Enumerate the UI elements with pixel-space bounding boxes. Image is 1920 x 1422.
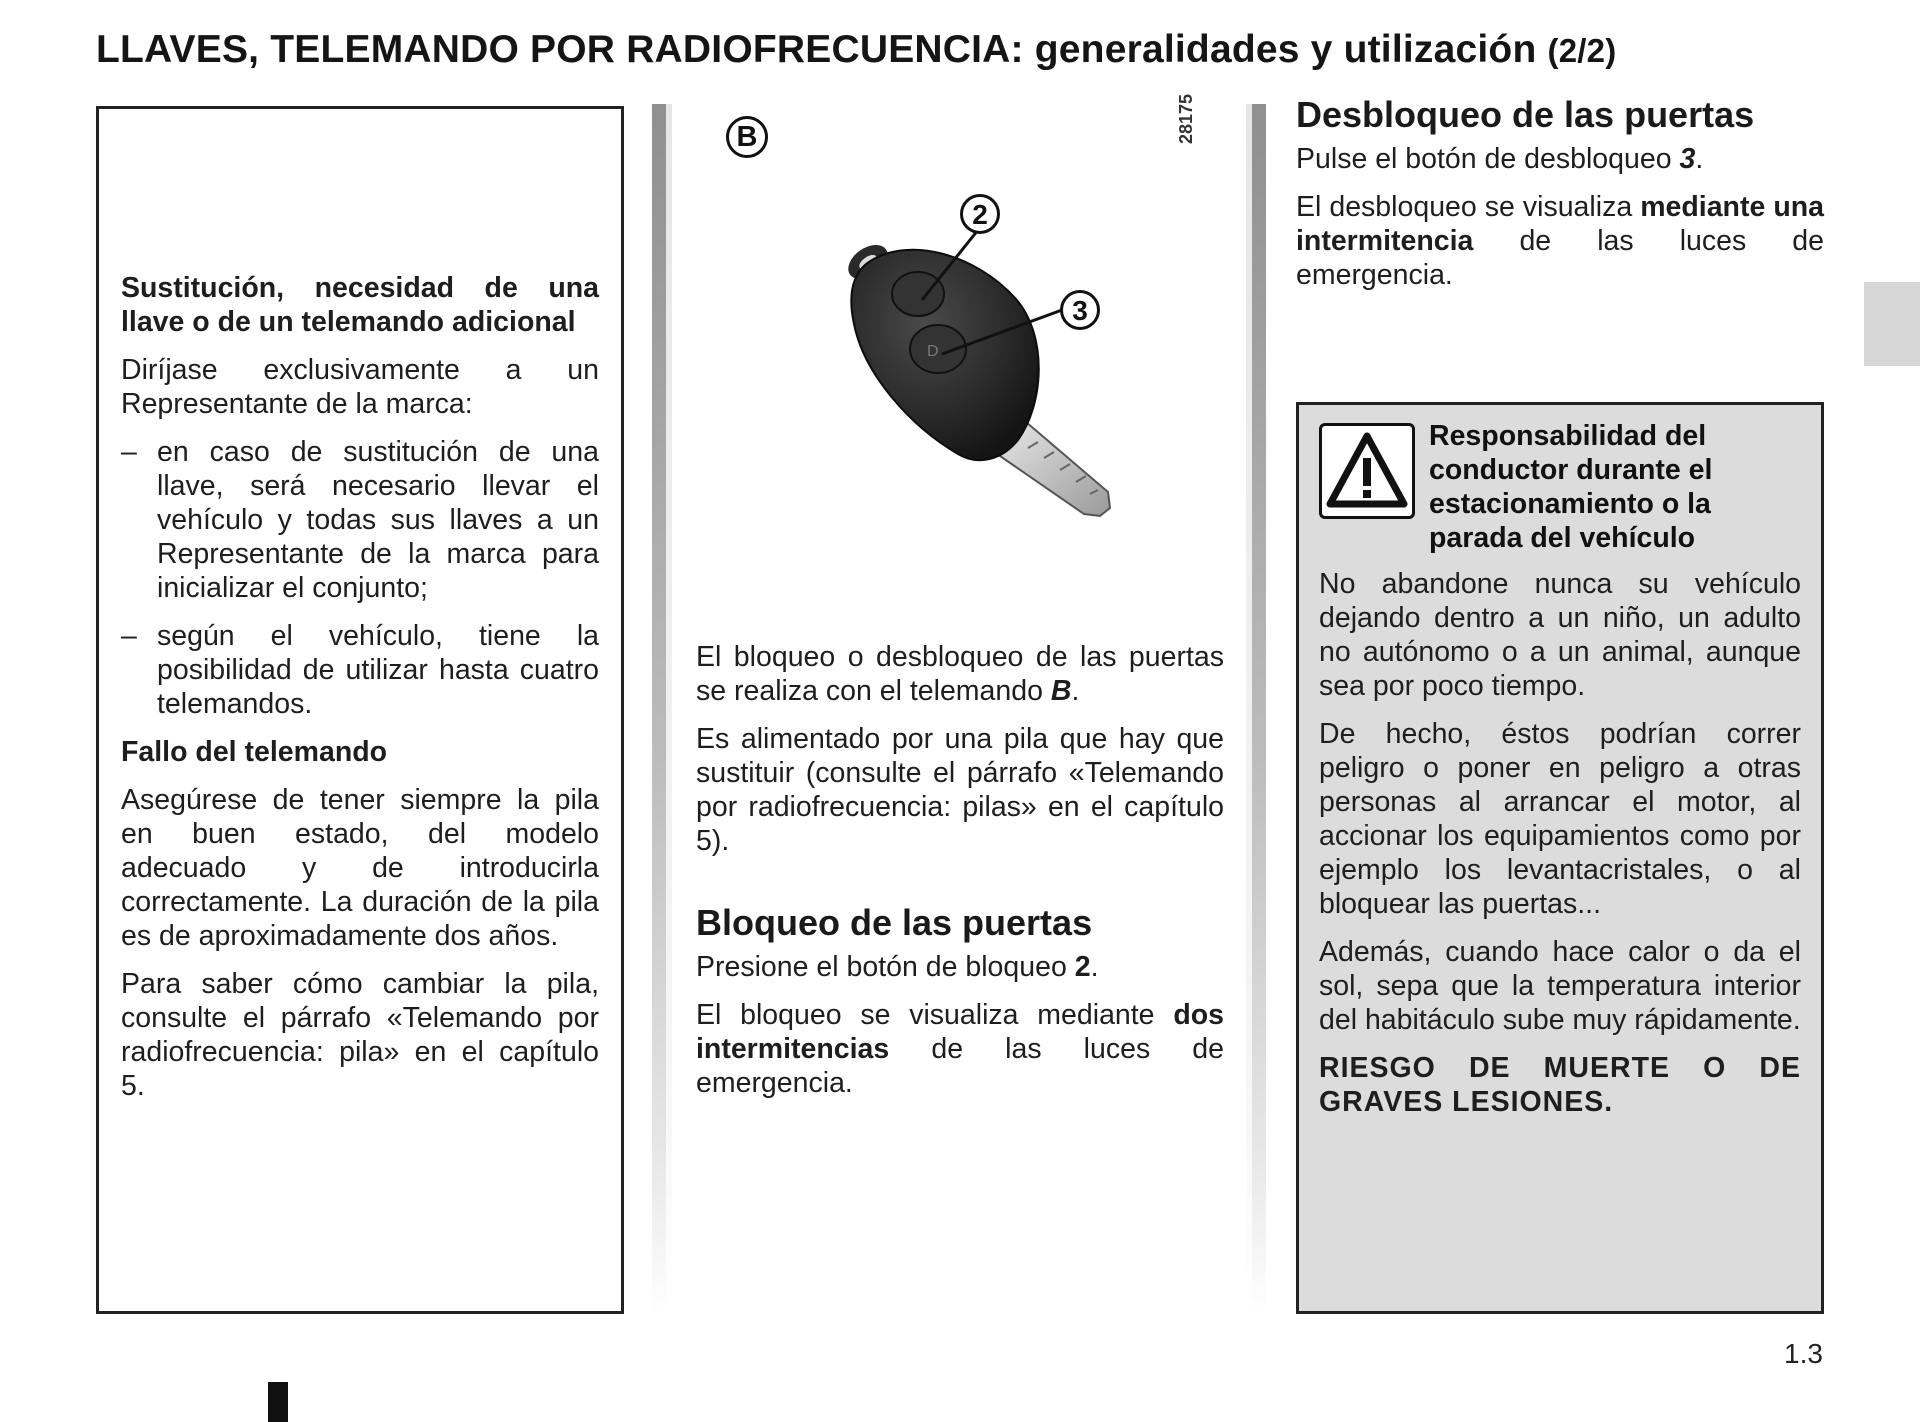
remote-fault-heading: Fallo del telemando [121, 736, 388, 768]
unlock-instruction [1296, 142, 1824, 176]
battery-paragraph: Es alimentado por una pila que hay que sustituir (consulte el párrafo «Telemando por radiofrecuencia: pilas» en el capítulo 5). [696, 723, 1224, 857]
lock-instruction [696, 950, 1224, 984]
figure-label: B [726, 116, 768, 158]
column-divider-shade [666, 104, 672, 1314]
warning-title: Responsabilidad del conductor durante el estacionamiento o la parada del vehículo [1429, 420, 1713, 554]
page-number: 1.3 [1784, 1338, 1823, 1369]
text-run: Presione el botón de bloqueo [696, 951, 1075, 983]
replacement-intro: Diríjase exclusivamente a un Representante de la marca: [121, 354, 599, 420]
column-divider-shade [1246, 104, 1252, 1314]
warning-paragraph: No abandone nunca su vehículo dejando dentro a un niño, un adulto no autónomo o a un animal, aunque sea por poco tiempo. [1319, 568, 1801, 702]
replacement-heading: Sustitución, necesidad de una llave o de un telemando adicional [121, 272, 599, 338]
text-run: . [1071, 675, 1080, 707]
button-reference: 2 [1074, 951, 1091, 983]
button-reference: 3 [1679, 143, 1696, 175]
unlock-heading: Desbloqueo de las puertas [1296, 94, 1755, 135]
unlock-button-callout: 3 [1060, 290, 1100, 330]
unlock-indication [1296, 190, 1824, 292]
replacement-info-box [96, 106, 624, 1314]
page-title-main: LLAVES, TELEMANDO POR RADIOFRECUENCIA: generalidades y utilización [96, 28, 1537, 71]
column-divider [1252, 104, 1266, 1314]
remote-description-paragraph [696, 640, 1224, 708]
list-item: – según el vehículo, tiene la posibilidad de utilizar hasta cuatro telemandos. [121, 619, 599, 721]
text-run: El bloqueo o desbloqueo de las puertas se realiza con el telemando [696, 641, 1224, 707]
text-run: de las luces de emergencia. [1296, 225, 1824, 291]
warning-paragraph: Además, cuando hace calor o da el sol, sepa que la temperatura interior del habitáculo sube muy rápidamente. [1319, 936, 1801, 1036]
replacement-info-content [121, 271, 599, 1117]
svg-text:D: D [927, 343, 939, 360]
lock-section [696, 902, 1224, 1114]
text-run: Pulse el botón de desbloqueo [1296, 143, 1680, 175]
emphasis: dos intermitencias [696, 999, 1224, 1065]
figure-code: 28175 [1176, 93, 1196, 144]
battery-reference-paragraph: Para saber cómo cambiar la pila, consulte el párrafo «Telemando por radiofrecuencia: pila» en el capítulo 5. [121, 968, 599, 1102]
unlock-section [1296, 94, 1824, 306]
chapter-tab [1864, 282, 1920, 366]
text-run: El bloqueo se visualiza mediante [696, 999, 1174, 1031]
remote-reference: B [1050, 675, 1072, 707]
replacement-list [121, 435, 599, 721]
warning-paragraph: De hecho, éstos podrían correr peligro o poner en peligro a otras personas al arrancar el motor, al accionar los equipamientos como por ejemplo los levantacristales, o al bloquear las puertas... [1319, 718, 1801, 920]
list-item: – en caso de sustitución de una llave, será necesario llevar el vehículo y todas sus llaves a un Representante de la marca para inicializar el conjunto; [121, 435, 599, 605]
emphasis: mediante una intermitencia [1296, 191, 1824, 257]
warning-content [1319, 419, 1801, 1133]
page-title-part: (2/2) [1547, 32, 1617, 69]
lock-indication [696, 998, 1224, 1100]
text-run: de las luces de emergencia. [696, 1033, 1224, 1099]
crop-mark [268, 1382, 288, 1422]
page-title [96, 28, 1616, 72]
warning-header [1319, 419, 1801, 555]
text-run: . [1090, 951, 1099, 983]
warning-risk-statement: RIESGO DE MUERTE O DE GRAVES LESIONES. [1319, 1052, 1801, 1118]
remote-fault-paragraph: Asegúrese de tener siempre la pila en buen estado, del modelo adecuado y de introducirla correctamente. La duración de la pila es de aproximadamente dos años. [121, 784, 599, 952]
text-run: El desbloqueo se visualiza [1296, 191, 1641, 223]
column-divider [652, 104, 666, 1314]
warning-box [1296, 402, 1824, 1314]
warning-triangle-icon [1319, 423, 1415, 519]
lock-heading: Bloqueo de las puertas [696, 902, 1093, 943]
remote-key-icon [696, 104, 1226, 604]
lock-button-callout: 2 [960, 194, 1000, 234]
remote-key-figure [696, 93, 1226, 604]
remote-description [696, 640, 1224, 872]
text-run: . [1695, 143, 1704, 175]
